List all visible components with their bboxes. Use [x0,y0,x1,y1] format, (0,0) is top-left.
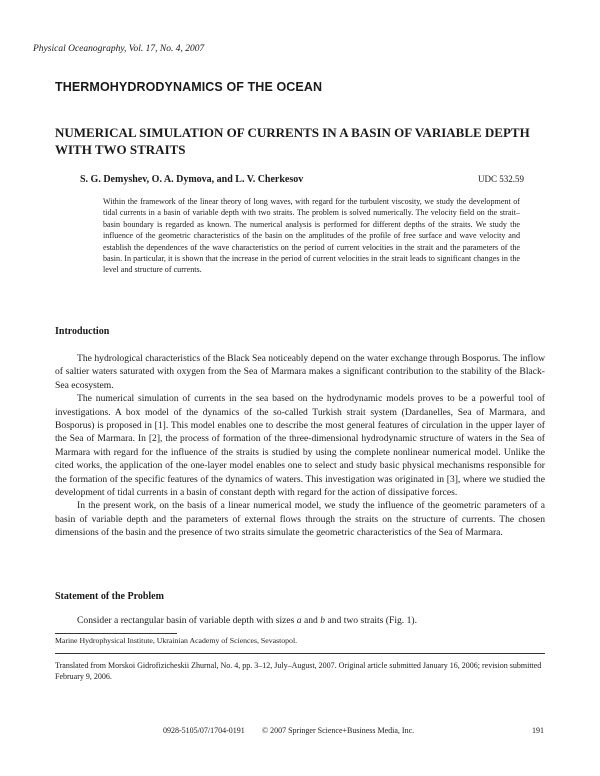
footnote-divider [55,633,177,634]
page-number: 191 [532,726,544,735]
translation-note: Translated from Morskoi Gidrofizicheskii Zhurnal, No. 4, pp. 3–12, July–August, 2007. Original article submitted January 16, 2006; revision submitted February 9, 2006. [55,661,542,681]
problem-text-mid: and [301,615,321,626]
problem-text-after: and two straits (Fig. 1). [325,615,417,626]
variable-a: a [296,615,302,626]
abstract: Within the framework of the linear theory of long waves, with regard for the turbulent viscosity, we study the development of tidal currents in a basin of variable depth with two straits. The problem is solved numerically. The velocity field on the strait–basin boundary is regarded as known. The numerical analysis is performed for different depths of the straits. We study the influence of the geometric characteristics of the basin on the amplitudes of the profile of free surface and wave velocity and establish the dependences of the wave characteristics on the period of current velocities in the strait and the parameters of the basin. In particular, it is shown that the increase in the period of current velocities in the strait leads to significant changes in the level and structure of currents. [103,197,520,275]
authors: S. G. Demyshev, O. A. Dymova, and L. V. Cherkesov [80,174,304,185]
intro-paragraph-3: In the present work, on the basis of a linear numerical model, we study the influence of the geometric parameters of a basin of variable depth and the parameters of external flows through the straits on the structure of currents. The chosen dimensions of the basin and the presence of two straits simulate the geometric characteristics of the Sea of Marmara. [55,500,545,539]
issn: 0928-5105/07/1704-0191 [163,726,245,735]
introduction-heading: Introduction [55,326,110,337]
copyright: © 2007 Springer Science+Business Media, Inc. [262,726,415,735]
problem-heading: Statement of the Problem [55,591,164,602]
affiliation-footnote: Marine Hydrophysical Institute, Ukrainian Academy of Sciences, Sevastopol. [55,636,298,645]
variable-b: b [320,615,326,626]
journal-citation: Physical Oceanography, Vol. 17, No. 4, 2007 [33,44,205,54]
problem-paragraph [55,614,545,627]
problem-body [55,614,545,627]
introduction-body [55,352,545,540]
section-heading: THERMOHYDRODYNAMICS OF THE OCEAN [55,80,323,94]
translation-divider [55,653,545,654]
problem-text-before: Consider a rectangular basin of variable depth with sizes [77,615,297,626]
udc-code: UDC 532.59 [478,174,525,184]
article-title: NUMERICAL SIMULATION OF CURRENTS IN A BASIN OF VARIABLE DEPTH WITH TWO STRAITS [55,125,530,157]
intro-paragraph-1: The hydrological characteristics of the Black Sea noticeably depend on the water exchange through Bosporus. The inflow of saltier waters saturated with oxygen from the Sea of Marmara makes a significant contribution to the stability of the Black-Sea ecosystem. [55,353,545,391]
intro-paragraph-2: The numerical simulation of currents in the sea based on the hydrodynamic models proves to be a powerful tool of investigations. A box model of the dynamics of the so-called Turkish strait system (Dardanelles, Sea of Marmara, and Bosporus) is proposed in [1]. This model enables one to describe the most general features of circulation in the upper layer of the Sea of Marmara. In [2], the process of formation of the three-dimensional hydrodynamic structure of waters in the Sea of Marmara with regard for the influence of the straits is studied by using the complete nonlinear numerical model. Unlike the cited works, the application of the one-layer model enables one to select and study basic physical mechanisms responsible for the formation of the specific features of the dynamics of waters. This investigation was originated in [3], where we studied the development of tidal currents in a basin of constant depth with regard for the action of dissipative forces. [55,393,545,499]
